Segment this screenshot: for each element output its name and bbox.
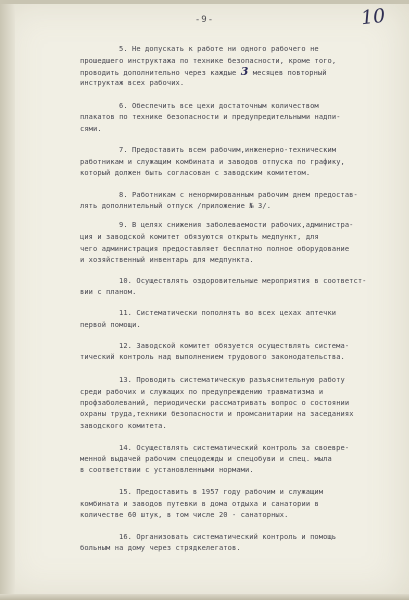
paragraph-line: чего администрация предоставляет бесплатно полное оборудование <box>80 244 350 253</box>
paragraph-first-line: 13. Проводить систематическую разъяснительную работу <box>119 375 345 384</box>
handwritten-number: 3 <box>240 65 249 78</box>
paragraph-line: больным на дому через стрядкелегатов. <box>80 543 241 552</box>
paragraph-first-line: 6. Обеспечить все цехи достаточным количеством <box>119 101 319 110</box>
handwritten-sheet-number: 10 <box>359 4 387 30</box>
paragraph-line: и хозяйственный инвентарь для медпункта. <box>80 255 254 264</box>
paragraph-line <box>80 67 327 78</box>
paragraph-line: комбината и заводов путевки в дома отдыха и санатории в <box>80 499 319 508</box>
paragraph-first-line: 11. Систематически пополнять во всех цехах аптечки <box>119 308 337 317</box>
paragraph-first-line: 15. Предоставить в 1957 году рабочим и служащим <box>119 487 324 496</box>
paragraph-line: среди рабочих и служащих по предупреждению травматизма и <box>80 387 324 396</box>
paragraph-first-line: 12. Заводской комитет обязуется осуществлять система- <box>119 341 350 350</box>
paragraph-first-line: 16. Организовать систематический контроль и помощь <box>119 532 337 541</box>
paragraph-line: заводского комитета. <box>80 421 167 430</box>
paragraph-line: ция и заводской комитет обязуются открыть медпункт, для <box>80 232 319 241</box>
paragraph-line: работникам и служащим комбината и заводов отпуска по графику, <box>80 157 345 166</box>
paragraph-line: тический контроль над выполнением трудового законодательства. <box>80 352 345 361</box>
paragraph-first-line: 14. Осуществлять систематический контроль за своевре- <box>119 443 350 452</box>
paragraph-first-line: 10. Осуществлять оздоровительные мероприятия в соответст- <box>119 276 367 285</box>
paragraph-line: количестве 60 штук, в том числе 20 - санаторных. <box>80 510 289 519</box>
paragraph-line: в соответствии с установленными нормами. <box>80 465 254 474</box>
paragraph-line: лять дополнительный отпуск /приложение № 3/. <box>80 201 272 210</box>
paragraph-line: который должен быть согласован с заводским комитетом. <box>80 168 311 177</box>
paragraph-line: менной выдачей рабочим спецодежды и спецобуви и спец. мыла <box>80 454 332 463</box>
paragraph-first-line: 5. Не допускать к работе ни одного рабочего не <box>119 44 319 53</box>
paragraph-first-line: 9. В целях снижения заболеваемости рабочих,администра- <box>119 220 354 229</box>
paragraph-line: первой помощи. <box>80 320 141 329</box>
typed-text: месяцев повторный <box>248 68 327 77</box>
page-number: -9- <box>194 15 215 25</box>
paragraph-first-line: 8. Работникам с ненормированным рабочим днем предостав- <box>119 190 358 199</box>
paragraph-line: прошедшего инструктажа по технике безопасности, кроме того, <box>80 56 337 65</box>
paragraph-line: охраны труда,техники безопасности и промсанитарии на заседаниях <box>80 409 354 418</box>
paragraph-line: плакатов по технике безопасности и предупредительными надпи- <box>80 112 341 121</box>
page-top-edge <box>0 0 409 4</box>
page-left-edge <box>0 0 15 600</box>
typed-text: проводить дополнительно через каждые <box>80 68 241 77</box>
paragraph-first-line: 7. Предоставить всем рабочим,инженерно-техническим <box>119 145 337 154</box>
paragraph-line: профзаболеваний, периодически рассматривать вопрос о состоянии <box>80 398 350 407</box>
paragraph-line: вии с планом. <box>80 287 137 296</box>
paragraph-line: инструктаж всех рабочих. <box>80 78 185 87</box>
paragraph-line: сями. <box>80 124 102 133</box>
page-bottom-edge <box>0 594 409 600</box>
